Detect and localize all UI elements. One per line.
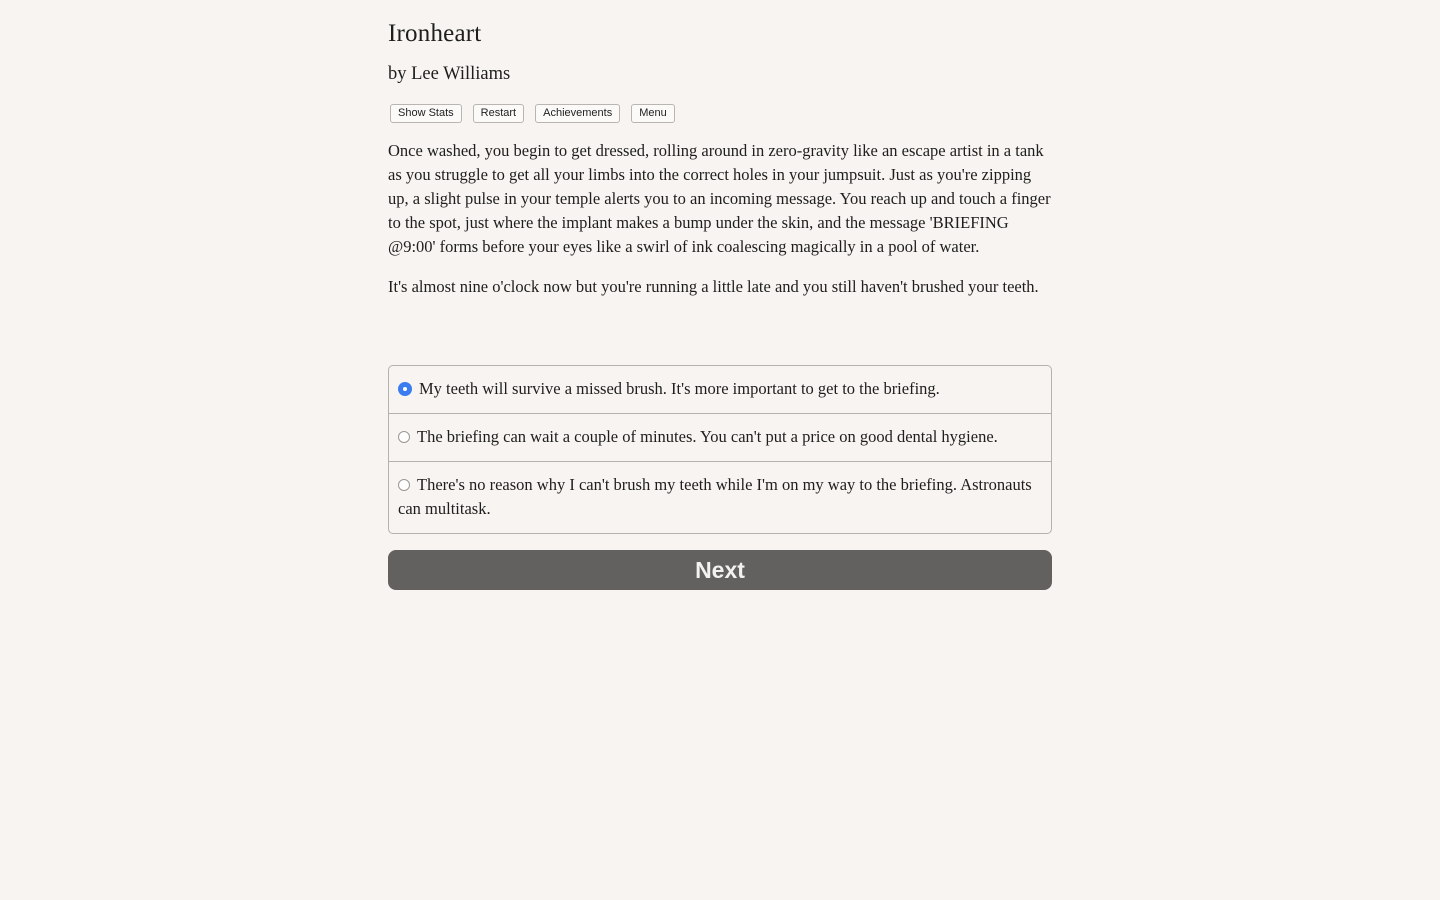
passage-paragraph: It's almost nine o'clock now but you're running a little late and you still haven't brushed your teeth.	[388, 277, 1039, 296]
choice-option-1[interactable]	[389, 366, 1051, 413]
choice-label: There's no reason why I can't brush my teeth while I'm on my way to the briefing. Astronauts can multitask.	[398, 475, 1032, 518]
radio-unselected-icon[interactable]	[398, 479, 410, 491]
next-button[interactable]: Next	[388, 550, 1052, 590]
choice-label: The briefing can wait a couple of minutes. You can't put a price on good dental hygiene.	[417, 427, 998, 446]
achievements-button[interactable]: Achievements	[535, 104, 620, 123]
author-byline: by Lee Williams	[388, 64, 511, 84]
choice-option-2[interactable]	[389, 413, 1051, 461]
menu-button[interactable]: Menu	[631, 104, 675, 123]
story-passage	[388, 139, 1052, 315]
game-title: Ironheart	[388, 20, 482, 47]
choice-list	[388, 365, 1052, 534]
show-stats-button[interactable]: Show Stats	[390, 104, 462, 123]
choice-label: My teeth will survive a missed brush. It's more important to get to the briefing.	[419, 379, 940, 398]
toolbar	[390, 104, 686, 123]
restart-button[interactable]: Restart	[473, 104, 524, 123]
choice-option-3[interactable]	[389, 461, 1051, 533]
radio-selected-icon[interactable]	[398, 382, 412, 396]
radio-unselected-icon[interactable]	[398, 431, 410, 443]
passage-paragraph: Once washed, you begin to get dressed, rolling around in zero-gravity like an escape artist in a tank as you struggle to get all your limbs into the correct holes in your jumpsuit. Just as you're zipping up, a slight pulse in your temple alerts you to an incoming message. You reach up and touch a finger to the spot, just where the implant makes a bump under the skin, and the message 'BRIEFING @9:00' forms before your eyes like a swirl of ink coalescing magically in a pool of water.	[388, 141, 1051, 256]
